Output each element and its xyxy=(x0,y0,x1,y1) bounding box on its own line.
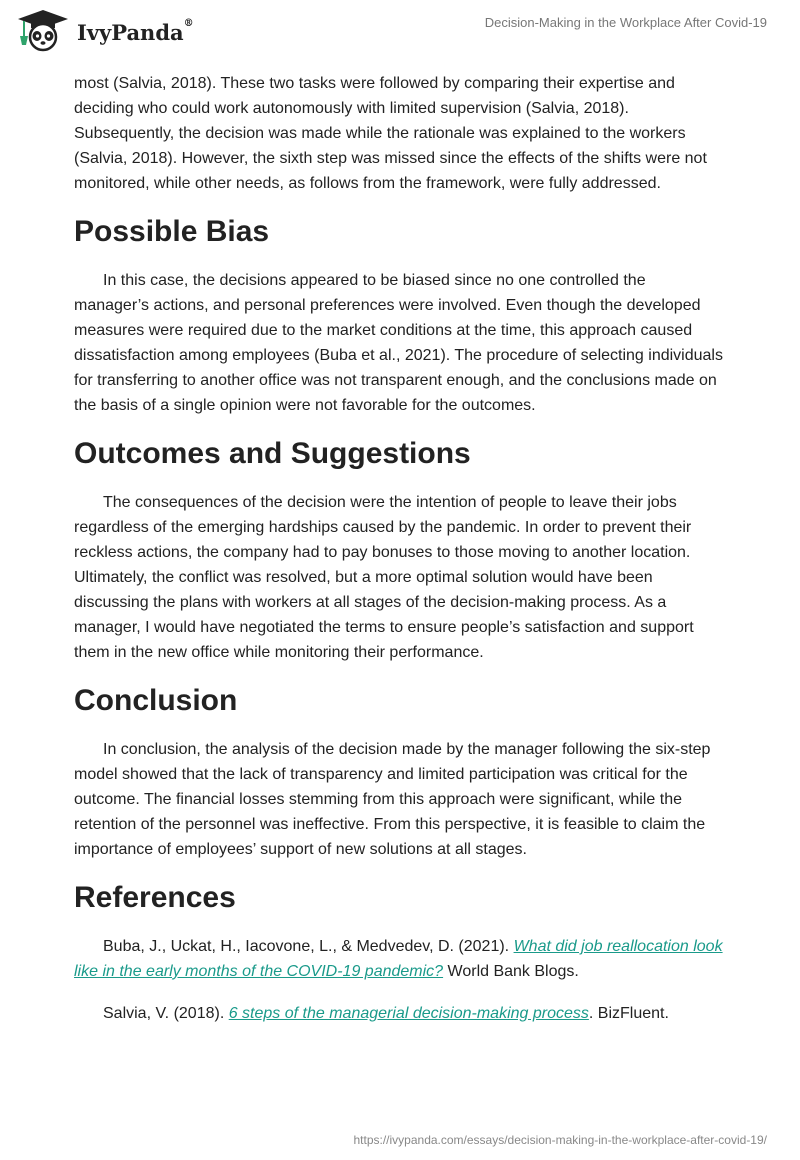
reference-link-buba[interactable]: What did job reallocation look like in the early months of the COVID-19 pandemic? xyxy=(74,938,723,980)
section-heading-outcomes: Outcomes and Suggestions xyxy=(74,437,471,470)
section-paragraph-possible-bias: In this case, the decisions appeared to be biased since no one controlled the manager’s actions, and personal preferences were involved. Even though the developed measures were required due to the market conditions at the time, this approach caused dissatisfaction among employees (Buba et al., 2021). The procedure of selecting individuals for transferring to another office was not transparent enough, and the conclusions made on the basis of a single opinion were not favorable for the outcomes. xyxy=(74,272,723,414)
section-paragraph-conclusion: In conclusion, the analysis of the decision made by the manager following the six-step model showed that the lack of transparency and limited participation was critical for the outcome. The financial losses stemming from this approach were significant, while the retention of the personnel was ineffective. From this perspective, it is feasible to claim the importance of employees’ support of new solutions at all stages. xyxy=(74,741,711,858)
section-heading-conclusion: Conclusion xyxy=(74,684,238,717)
reference-item: Buba, J., Uckat, H., Iacovone, L., & Medvedev, D. (2021). What did job reallocation look like in the early months of the COVID-19 pandemic? World Bank Blogs. xyxy=(74,938,723,980)
ivypanda-logo[interactable] xyxy=(14,8,194,52)
section-heading-possible-bias: Possible Bias xyxy=(74,215,270,248)
footer-url[interactable]: https://ivypanda.com/essays/decision-making-in-the-workplace-after-covid-19/ xyxy=(353,1133,767,1147)
reference-link-salvia[interactable]: 6 steps of the managerial decision-making process xyxy=(228,1005,589,1022)
document-title: Decision-Making in the Workplace After Covid-19 xyxy=(484,15,767,30)
reference-item: Salvia, V. (2018). 6 steps of the managerial decision-making process. BizFluent. xyxy=(103,1005,669,1022)
references-heading: References xyxy=(74,881,236,914)
page-header xyxy=(0,0,800,70)
brand-name: IvyPanda® xyxy=(77,17,194,45)
essay-content xyxy=(74,71,724,1026)
section-paragraph-outcomes: The consequences of the decision were the intention of people to leave their jobs regardless of the emerging hardships caused by the pandemic. In order to prevent their reckless actions, the company had to pay bonuses to those moving to another location. Ultimately, the conflict was resolved, but a more optimal solution would have been discussing the plans with workers at all stages of the decision-making process. As a manager, I would have negotiated the terms to ensure people’s satisfaction and support them in the new office while monitoring their performance. xyxy=(74,494,694,661)
panda-graduate-icon xyxy=(14,8,72,52)
intro-paragraph: most (Salvia, 2018). These two tasks were followed by comparing their expertise and deciding who could work autonomously with limited supervision (Salvia, 2018). Subsequently, the decision was made while the rationale was explained to the workers (Salvia, 2018). However, the sixth step was missed since the effects of the shifts were not monitored, while other needs, as follows from the framework, were fully addressed. xyxy=(74,75,707,192)
